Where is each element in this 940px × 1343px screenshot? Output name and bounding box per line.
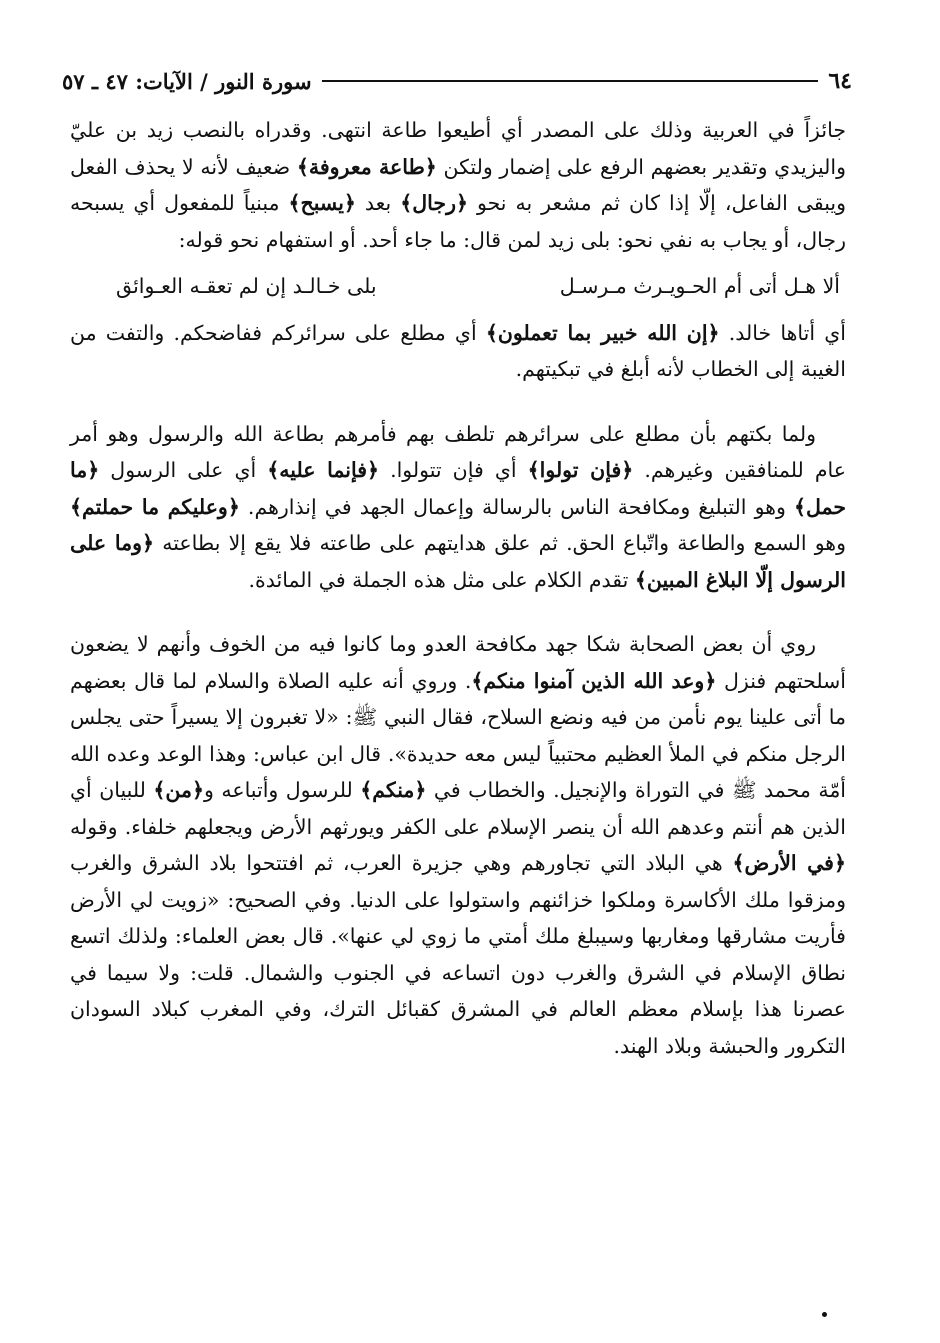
paragraph-4: روي أن بعض الصحابة شكا جهد مكافحة العدو وما كانوا فيه من الخوف وأنهم لا يضعون أسلحتهم فنزل ﴿وعد الله الذين آمنوا منكم﴾. وروي أنه عليه الصلاة والسلام لما قال بعضهم ما أتى علينا يوم نأمن من فيه ونضع السلاح، فقال النبي ﷺ: «لا تغبرون إلا يسيراً حتى يجلس الرجل منكم في الملأ العظيم محتبياً ليس معه حديدة». قال ابن عباس: وهذا الوعد وعده الله أمّة محمد ﷺ في التوراة والإنجيل. والخطاب في ﴿منكم﴾ للرسول وأتباعه و﴿من﴾ للبيان أي الذين هم أنتم وعدهم الله أن ينصر الإسلام على الكفر ويورثهم الأرض ويجعلهم خلفاء. وقوله ﴿في الأرض﴾ هي البلاد التي تجاورهم وهي جزيرة العرب، ثم افتتحوا بلاد الشرق والغرب ومزقوا ملك الأكاسرة وملكوا خزائنهم واستولوا على الدنيا. وفي الصحيح: «زويت لي الأرض فأريت مشارقها ومغاربها وسيبلغ ملك أمتي ما زوي لي عنها». قال بعض العلماء: ولذلك اتسع نطاق الإسلام في الشرق والغرب دون اتساعه في الجنوب والشمال. قلت: ولا سيما في عصرنا هذا بإسلام معظم العالم في المشرق كقبائل الترك، وفي المغرب كبلاد السودان التكرور والحبشة وبلاد الهند. — [70, 632, 846, 1058]
page-dot-mark — [822, 1312, 827, 1317]
quran-quote: ﴿فإن تولوا﴾ — [527, 458, 634, 482]
quran-quote: ﴿يسبح﴾ — [288, 191, 356, 215]
paragraph-2: أي أتاها خالد. ﴿إن الله خبير بما تعملون﴾ أي مطلع على سرائركم ففاضحكم. والتفت من الغيبة إلى الخطاب لأنه أبلغ في تبكيتهم. — [70, 320, 846, 381]
quran-quote: ﴿طاعة معروفة﴾ — [296, 154, 437, 179]
quran-quote: ﴿فإنما عليه﴾ — [267, 458, 380, 482]
quran-quote: ﴿ما حمل﴾ — [70, 458, 847, 519]
page-number: ٦٤ — [828, 68, 852, 94]
header-rule — [322, 80, 819, 82]
quran-quote: ﴿في الأرض﴾ — [732, 851, 846, 875]
poem-verse — [116, 268, 840, 305]
paragraph-1: جائزاً في العربية وذلك على المصدر أي أطيعوا طاعة انتهى. وقدراه بالنصب زيد بن عليّ واليزيدي وتقدير بعضهم الرفع على إضمار ولتكن ﴿طاعة معروفة﴾ ضعيف لأنه لا يحذف الفعل ويبقى الفاعل، إلّا إذا كان ثم مشعر به نحو ﴿رجال﴾ بعد ﴿يسبح﴾ مبنياً للمفعول أي يسبحه رجال، أو يجاب به نفي نحو: بلى زيد لمن قال: ما جاء أحد. أو استفهام نحو قوله: — [70, 118, 847, 252]
paragraph-3: ولما بكتهم بأن مطلع على سرائرهم تلطف بهم فأمرهم بطاعة الله والرسول وهو أمر عام للمنافقين وغيرهم. ﴿فإن تولوا﴾ أي فإن تتولوا. ﴿فإنما عليه﴾ أي على الرسول ﴿ما حمل﴾ وهو التبليغ ومكافحة الناس بالرسالة وإعمال الجهد في إنذارهم. ﴿وعليكم ما حملتم﴾ وهو السمع والطاعة واتّباع الحق. ثم علق هدايتهم على طاعته فلا يقع إلا بطاعته ﴿وما على الرسول إلّا البلاغ المبين﴾ تقدم الكلام على مثل هذه الجملة في المائدة. — [70, 421, 847, 592]
quran-quote: ﴿وعليكم ما حملتم﴾ — [70, 494, 240, 519]
quran-quote: ﴿وعد الله الذين آمنوا منكم﴾ — [471, 668, 717, 693]
quran-quote: ﴿من﴾ — [153, 778, 204, 802]
quran-quote: ﴿منكم﴾ — [360, 778, 427, 802]
page-body — [70, 112, 846, 1064]
quran-quote: ﴿وما على الرسول إلّا البلاغ المبين﴾ — [70, 531, 846, 592]
quran-quote: ﴿رجال﴾ — [400, 191, 468, 215]
running-title: سورة النور / الآيات: ٤٧ ـ ٥٧ — [62, 68, 312, 94]
page-header — [62, 64, 852, 98]
quran-quote: ﴿إن الله خبير بما تعملون﴾ — [485, 320, 720, 345]
poem-hemistich-1: ألا هـل أتى أم الحـويـرث مـرسـل — [559, 274, 840, 298]
poem-hemistich-2: بلى خـالـد إن لم تعقـه العـوائق — [116, 274, 377, 298]
